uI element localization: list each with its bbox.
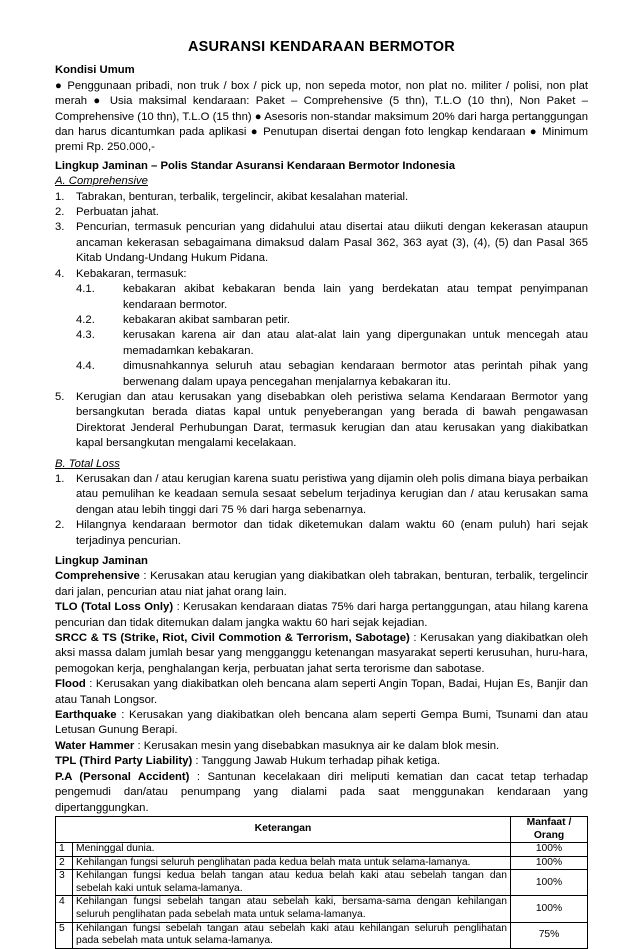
- section-a-list: [55, 190, 588, 282]
- table-cell-value: 75%: [511, 922, 588, 948]
- list-item: 5. Kerugian dan atau kerusakan yang disebabkan oleh peristiwa selama Kendaraan Bermotor yang bersangkutan berada diatas kapal untuk penyeberangan yang berada di bawah pengawasan Direktorat Jenderal Perhubungan Darat, termasuk kerugian dan atau kerusakan yang diakibatkan kapal bersangkutan mengalami kecelakaan.: [55, 390, 588, 450]
- lingkup-tlo: TLO (Total Loss Only) : Kerusakan kendaraan diatas 75% dari harga pertanggungan, atau hilang karena pencurian dan tidak ditemukan dalam jangka waktu 60 hari sejak kejadian.: [55, 601, 588, 629]
- table-cell-no: 1: [56, 843, 73, 857]
- list-item: 2. Perbuatan jahat.: [55, 206, 159, 219]
- sub-list-kebakaran: [55, 282, 588, 390]
- sub-list-item: 4.4. dimusnahkannya seluruh atau sebagian kendaraan bermotor atas perintah pihak yang berwenang dalam upaya pencegahan menjalarnya kebakaran itu.: [76, 360, 588, 388]
- table-cell-no: 3: [56, 870, 73, 896]
- lingkup-pa: P.A (Personal Accident) : Santunan kecelakaan diri meliputi kematian dan cacat tetap terhadap pengemudi dan/atau penumpang yang dialami pada saat menggunakan kendaraan yang dipertanggungkan.: [55, 770, 589, 814]
- table-cell-value: 100%: [511, 856, 588, 870]
- table-cell-value: 100%: [511, 870, 588, 896]
- table-row: [56, 856, 588, 870]
- lingkup-srcc: SRCC & TS (Strike, Riot, Civil Commotion & Terrorism, Sabotage) : Kerusakan yang diakibatkan oleh aksi massa dalam jumlah besar yang mengganggu ketenangan masyarakat seperti kerusuhan, huru-hara, pemogokan kerja, penghalangan kerja, perbuatan jahat serta terorisme dan sabotase.: [55, 632, 588, 675]
- table-cell-desc: Kehilangan fungsi sebelah tangan atau sebelah kaki, bersama-sama dengan kehilangan seluruh penglihatan pada sebelah mata untuk selama-lamanya.: [73, 896, 511, 922]
- table-row: [56, 896, 588, 922]
- list-item: 1. Tabrakan, benturan, terbalik, tergelincir, akibat kesalahan material.: [55, 190, 409, 203]
- pa-benefit-table: [55, 816, 588, 949]
- table-header-keterangan: Keterangan: [56, 816, 511, 842]
- document-title: ASURANSI KENDARAAN BERMOTOR: [188, 39, 455, 55]
- list-item: 3. Pencurian, termasuk pencurian yang didahului atau disertai atau diikuti dengan kekerasan ataupun ancaman kekerasan sebagaimana dimaksud dalam Pasal 362, 363 ayat (3), (4), (5) dan Pasal 365 Kitab Undang-Undang Hukum Pidana.: [55, 221, 588, 265]
- table-cell-desc: Kehilangan fungsi sebelah tangan atau sebelah kaki atau kehilangan seluruh penglihatan pada sebelah mata untuk selama-lamanya.: [73, 922, 511, 948]
- kondisi-text: ● Penggunaan pribadi, non truk / box / pick up, non sepeda motor, non plat no. militer / polisi, non plat merah ● Usia maksimal kendaraan: Paket – Comprehensive (5 thn), T.L.O (10 thn), Non Paket – Comprehensive (10 thn), T.L.O (15 thn) ● Asesoris non-standar maksimum 20% dari harga pertanggungan dan harus dicantumkan pada aplikasi ● Penutupan disertai dengan foto lengkap kendaraan ● Minimum premi Rp. 250.000,-: [55, 79, 588, 154]
- table-cell-no: 4: [56, 896, 73, 922]
- list-item: 4. Kebakaran, termasuk:: [55, 267, 187, 280]
- table-cell-desc: Kehilangan fungsi kedua belah tangan atau kedua belah kaki atau sebelah tangan dan sebelah kaki untuk selama-lamanya.: [73, 870, 511, 896]
- table-header-row: [56, 816, 588, 842]
- lingkup-comprehensive: Comprehensive : Kerusakan atau kerugian yang diakibatkan oleh tabrakan, benturan, terbalik, tergelincir dari jalan, pencurian atau niat jahat orang lain.: [55, 570, 588, 598]
- lingkup-water-hammer: Water Hammer : Kerusakan mesin yang disebabkan masuknya air ke dalam blok mesin.: [55, 739, 500, 752]
- table-row: [56, 843, 588, 857]
- table-row: [56, 922, 588, 948]
- document-page: [55, 40, 588, 949]
- sub-list-item: 4.1. kebakaran akibat kebakaran benda lain yang berdekatan atau tempat penyimpanan kendaraan bermotor.: [76, 283, 588, 311]
- lingkup-heading: Lingkup Jaminan: [55, 555, 148, 567]
- section-a-heading: A. Comprehensive: [55, 175, 148, 188]
- lingkup-tpl: TPL (Third Party Liability) : Tanggung Jawab Hukum terhadap pihak ketiga.: [55, 755, 441, 768]
- lingkup-standar-heading: Lingkup Jaminan – Polis Standar Asuransi Kendaraan Bermotor Indonesia: [55, 159, 456, 172]
- table-cell-desc: Meninggal dunia.: [73, 843, 511, 857]
- sub-list-item: 4.3. kerusakan karena air dan atau alat-alat lain yang dipergunakan untuk mencegah atau memadamkan kebakaran.: [76, 329, 588, 357]
- section-a-list-cont: [55, 390, 588, 452]
- section-b-list: [55, 472, 588, 549]
- sub-list-item: 4.2. kebakaran akibat sambaran petir.: [76, 313, 291, 326]
- table-cell-no: 5: [56, 922, 73, 948]
- list-item: 1. Kerusakan dan / atau kerugian karena suatu peristiwa yang dijamin oleh polis dimana biaya perbaikan atau pemulihan ke keadaan semula sesaat sebelum terjadinya kerugian dan / atau kerusakan sama dengan atau lebih tinggi dari 75 % dari harga sebenarnya.: [55, 472, 588, 516]
- section-b-heading: B. Total Loss: [55, 457, 120, 470]
- table-cell-desc: Kehilangan fungsi seluruh penglihatan pada kedua belah mata untuk selama-lamanya.: [73, 856, 511, 870]
- table-row: [56, 870, 588, 896]
- lingkup-earthquake: Earthquake : Kerusakan yang diakibatkan oleh bencana alam seperti Gempa Bumi, Tsunami dan atau Letusan Gunung Berapi.: [55, 709, 588, 737]
- list-item: 2. Hilangnya kendaraan bermotor dan tidak diketemukan dalam waktu 60 (enam puluh) hari sejak terjadinya pencurian.: [55, 519, 588, 547]
- table-header-manfaat: Manfaat / Orang: [511, 816, 588, 842]
- table-cell-no: 2: [56, 856, 73, 870]
- table-cell-value: 100%: [511, 843, 588, 857]
- lingkup-flood: Flood : Kerusakan yang diakibatkan oleh bencana alam seperti Angin Topan, Badai, Hujan Es, Banjir dan atau Tanah Longsor.: [55, 678, 588, 706]
- table-cell-value: 100%: [511, 896, 588, 922]
- kondisi-heading: Kondisi Umum: [55, 64, 135, 77]
